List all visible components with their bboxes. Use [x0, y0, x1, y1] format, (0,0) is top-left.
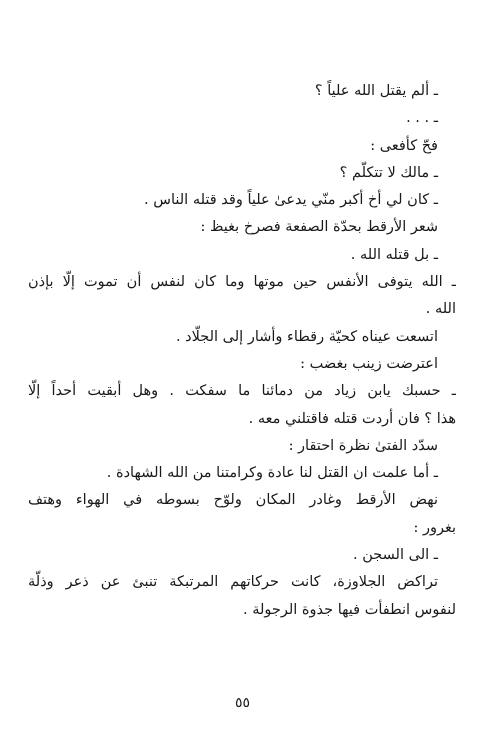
text-line: شعر الأرقط بحدّة الصفعة فصرخ بغيظ : — [200, 219, 438, 236]
text-line: سدّد الفتىٰ نظرة احتقار : — [288, 437, 438, 454]
text-line: اتسعت عيناه كحيّة رقطاء وأشار إلى الجلّاد . — [175, 328, 438, 345]
text-line: ـ ألم يقتل الله علياً ؟ — [314, 83, 438, 99]
text-line: ـ بل قتله الله . — [350, 246, 438, 263]
page-number: ٥٥ — [234, 695, 251, 711]
page-text — [28, 78, 456, 624]
text-line: نهض الأرقط وغادر المكان ولوّح بسوطه في الهواء وهتف — [28, 492, 438, 509]
text-line: تراكض الجلاوزة، كانت حركاتهم المرتبكة تنبئ عن ذعر وذلّة — [28, 574, 438, 591]
text-line: ـ . . . — [406, 110, 438, 127]
text-line: هذا ؟ فان أردت قتله فاقتلني معه . — [248, 410, 456, 427]
text-line: ـ الى السجن . — [353, 547, 438, 564]
text-line: فحّ كأفعى : — [370, 137, 438, 154]
text-line: ـ أما علمت ان القتل لنا عادة وكرامتنا من الله الشهادة . — [106, 465, 438, 482]
text-line: ـ كان لي أخ أكبر منّي يدعىٰ علياً وقد قتله الناس . — [144, 192, 438, 209]
text-line: ـ الله يتوفى الأنفس حين موتها وما كان لنفس أن تموت إلّا بإذن — [28, 274, 456, 291]
text-line: لنفوس انطفأت فيها جذوة الرجولة . — [242, 601, 456, 618]
text-line: ـ حسبك يابن زياد من دمائنا ما سفكت . وهل أبقيت أحداً إلّا — [28, 383, 456, 400]
text-line: ـ مالك لا تتكلّم ؟ — [339, 164, 438, 181]
text-line: الله . — [425, 301, 456, 318]
text-line: اعترضت زينب بغضب : — [300, 355, 438, 372]
text-line: بغرور : — [413, 519, 456, 536]
